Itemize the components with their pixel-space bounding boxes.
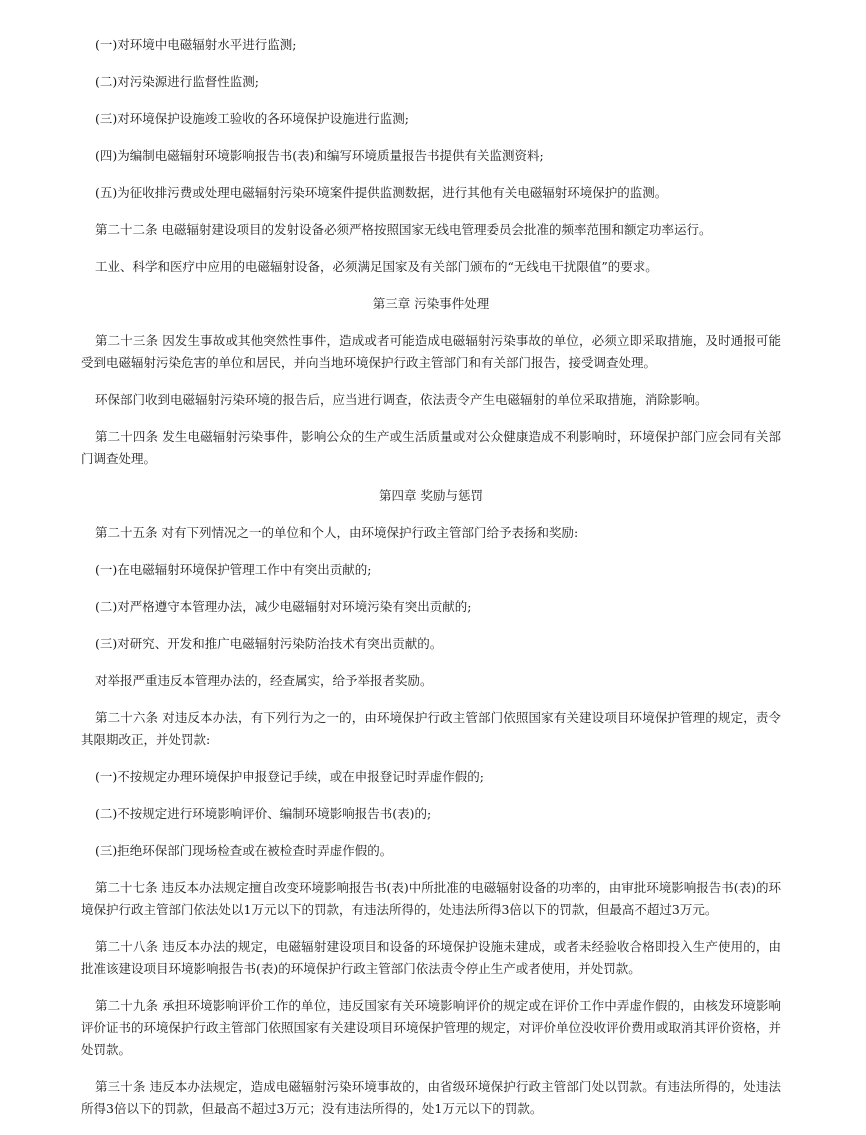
paragraph: 第三十条 违反本办法规定，造成电磁辐射污染环境事故的，由省级环境保护行政主管部门处以罚款。有违法所得的，处违法所得3倍以下的罚款，但最高不超过3万元；没有违法所得的，处1万元以下的罚款。 [81,1079,781,1116]
chapter-heading: 第四章 奖励与惩罚 [379,488,483,503]
paragraph: (四)为编制电磁辐射环境影响报告书(表)和编写环境质量报告书提供有关监测资料; [95,148,544,163]
paragraph: 第二十三条 因发生事故或其他突然性事件，造成或者可能造成电磁辐射污染事故的单位，必须立即采取措施，及时通报可能受到电磁辐射污染危害的单位和居民，并向当地环境保护行政主管部门和有关部门报告，接受调查处理。 [81,333,781,370]
paragraph: (一)不按规定办理环境保护申报登记手续，或在申报登记时弄虚作假的; [95,769,484,784]
paragraph: (一)对环境中电磁辐射水平进行监测; [95,37,297,52]
chapter-heading: 第三章 污染事件处理 [372,296,490,311]
paragraph: (三)对环境保护设施竣工验收的各环境保护设施进行监测; [95,111,409,126]
paragraph: 工业、科学和医疗中应用的电磁辐射设备，必须满足国家及有关部门颁布的“无线电干扰限值”的要求。 [95,259,658,274]
paragraph: 环保部门收到电磁辐射污染环境的报告后，应当进行调查，依法责令产生电磁辐射的单位采取措施，消除影响。 [95,392,708,407]
paragraph: 第二十六条 对违反本办法，有下列行为之一的，由环境保护行政主管部门依照国家有关建设项目环境保护管理的规定，责令其限期改正，并处罚款: [81,710,781,747]
paragraph: (二)不按规定进行环境影响评价、编制环境影响报告书(表)的; [95,806,432,821]
document-body [81,34,781,1135]
paragraph: (三)对研究、开发和推广电磁辐射污染防治技术有突出贡献的。 [95,636,443,651]
paragraph: (三)拒绝环保部门现场检查或在被检查时弄虚作假的。 [95,843,393,858]
paragraph: (二)对严格遵守本管理办法，减少电磁辐射对环境污染有突出贡献的; [95,599,472,614]
paragraph: 对举报严重违反本管理办法的，经查属实，给予举报者奖励。 [95,673,433,688]
paragraph: 第二十七条 违反本办法规定擅自改变环境影响报告书(表)中所批准的电磁辐射设备的功率的，由审批环境影响报告书(表)的环境保护行政主管部门依法处以1万元以下的罚款，有违法所得的，处违法所得3倍以下的罚款，但最高不超过3万元。 [81,880,781,917]
paragraph: 第二十四条 发生电磁辐射污染事件，影响公众的生产或生活质量或对公众健康造成不利影响时，环境保护部门应会同有关部门调查处理。 [81,429,781,466]
paragraph: (五)为征收排污费或处理电磁辐射污染环境案件提供监测数据，进行其他有关电磁辐射环境保护的监测。 [95,185,668,200]
paragraph: 第二十九条 承担环境影响评价工作的单位，违反国家有关环境影响评价的规定或在评价工作中弄虚作假的，由核发环境影响评价证书的环境保护行政主管部门依照国家有关建设项目环境保护管理的规定，对评价单位没收评价费用或取消其评价资格，并处罚款。 [81,998,782,1057]
paragraph: (一)在电磁辐射环境保护管理工作中有突出贡献的; [95,562,372,577]
paragraph: 第二十五条 对有下列情况之一的单位和个人，由环境保护行政主管部门给予表扬和奖励: [95,525,579,540]
paragraph: 第二十二条 电磁辐射建设项目的发射设备必须严格按照国家无线电管理委员会批准的频率范围和额定功率运行。 [95,222,712,237]
paragraph: 第二十八条 违反本办法的规定，电磁辐射建设项目和设备的环境保护设施未建成，或者未经验收合格即投入生产使用的，由批准该建设项目环境影响报告书(表)的环境保护行政主管部门依法责令停止生产或者使用，并处罚款。 [81,939,781,976]
paragraph: (二)对污染源进行监督性监测; [95,74,259,89]
